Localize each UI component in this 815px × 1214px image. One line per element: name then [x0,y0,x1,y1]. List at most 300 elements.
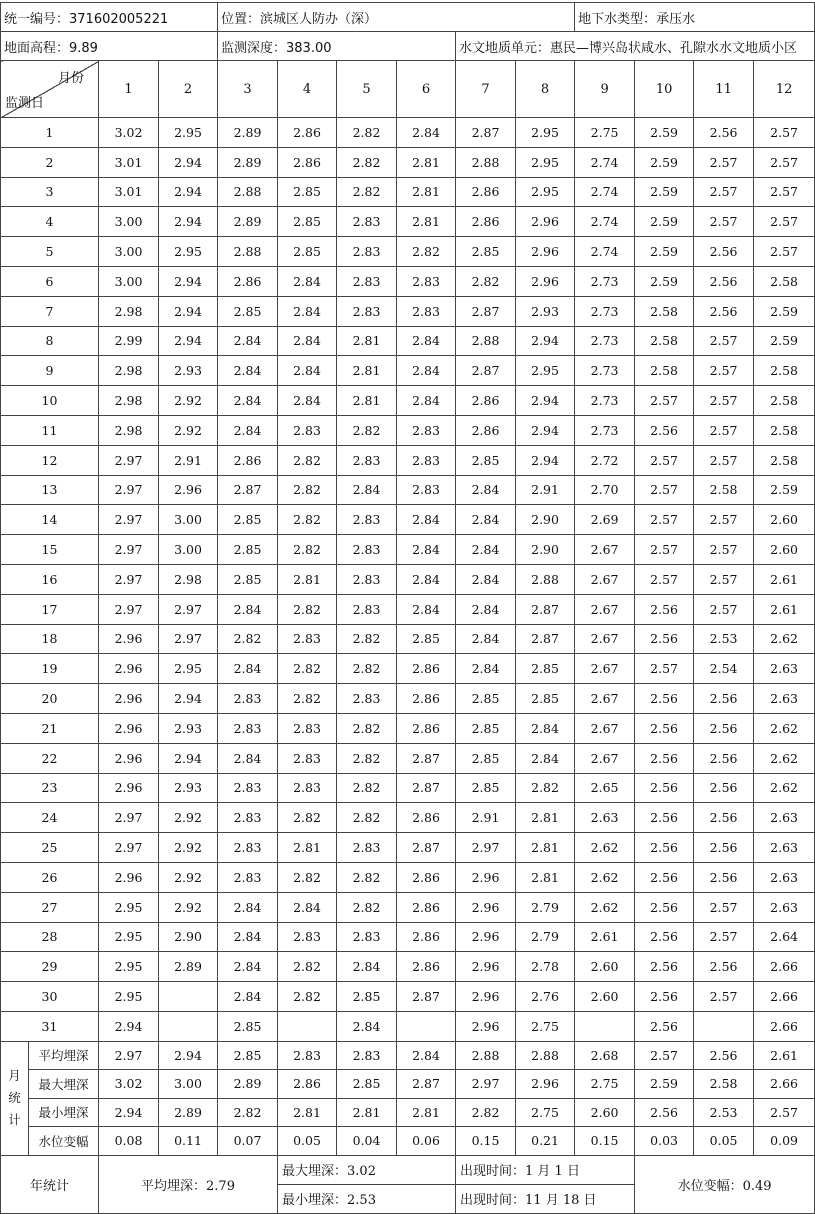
stat-cell: 3.00 [159,1070,218,1099]
annual-min-time: 出现时间：11 月 18 日 [456,1184,635,1213]
depth-cell: 2.87 [516,624,575,654]
depth-cell: 2.94 [516,445,575,475]
day-label: 13 [1,475,99,505]
depth-cell: 2.57 [635,654,694,684]
depth-cell: 2.57 [694,535,754,565]
depth-cell: 2.81 [397,207,456,237]
month-header: 12 [754,61,815,118]
depth-cell: 2.96 [99,743,159,773]
depth-cell: 2.82 [278,982,337,1012]
depth-cell: 2.94 [159,743,218,773]
depth-cell: 2.67 [575,743,635,773]
depth-cell: 2.56 [635,594,694,624]
depth-cell: 3.00 [99,207,159,237]
depth-cell: 2.57 [694,386,754,416]
stat-label: 平均埋深 [29,1041,99,1070]
depth-cell: 2.82 [278,862,337,892]
depth-cell: 2.83 [278,713,337,743]
depth-cell: 2.56 [635,922,694,952]
depth-cell: 2.85 [456,713,516,743]
depth-cell: 2.98 [159,564,218,594]
annual-label: 年统计 [1,1155,99,1213]
depth-cell: 2.62 [575,862,635,892]
depth-cell: 2.86 [456,177,516,207]
depth-cell: 2.90 [516,505,575,535]
hydro-unit: 水文地质单元：惠民—博兴岛状咸水、孔隙水水文地质小区 [456,32,815,61]
depth-cell: 2.59 [635,207,694,237]
depth-cell: 2.84 [337,1011,397,1041]
depth-cell: 2.56 [694,862,754,892]
stat-cell: 0.03 [635,1127,694,1156]
depth-cell: 2.83 [337,505,397,535]
depth-cell: 2.84 [337,475,397,505]
depth-cell: 2.57 [694,326,754,356]
depth-cell: 2.81 [337,386,397,416]
depth-cell: 2.84 [456,624,516,654]
depth-cell: 2.81 [397,147,456,177]
depth-cell: 2.84 [337,952,397,982]
depth-cell: 2.56 [694,118,754,148]
depth-cell: 2.76 [516,982,575,1012]
depth-cell: 3.00 [159,535,218,565]
stat-cell: 2.82 [456,1098,516,1127]
depth-cell: 2.57 [694,147,754,177]
depth-cell [575,1011,635,1041]
depth-cell: 2.57 [635,475,694,505]
depth-cell: 2.84 [218,386,278,416]
depth-cell: 2.57 [635,445,694,475]
day-row [1,296,815,326]
depth-cell: 2.63 [754,684,815,714]
depth-cell: 2.83 [337,833,397,863]
depth-cell: 2.83 [397,475,456,505]
stat-row [1,1127,815,1156]
depth-cell: 2.57 [694,564,754,594]
depth-cell: 2.61 [754,564,815,594]
depth-cell: 2.83 [337,266,397,296]
depth-cell [278,1011,337,1041]
depth-cell: 2.85 [218,535,278,565]
depth-cell: 2.84 [397,535,456,565]
stat-cell: 2.83 [337,1041,397,1070]
depth-cell: 2.82 [218,624,278,654]
depth-cell: 2.87 [516,594,575,624]
depth-cell: 2.86 [456,207,516,237]
stat-cell: 2.85 [337,1070,397,1099]
info-row-2 [1,32,815,61]
depth-cell: 2.57 [635,386,694,416]
depth-cell: 2.85 [516,654,575,684]
depth-cell: 2.84 [278,386,337,416]
depth-cell: 2.96 [516,237,575,267]
day-row [1,743,815,773]
month-header: 6 [397,61,456,118]
depth-cell: 2.98 [99,415,159,445]
depth-cell: 2.89 [159,952,218,982]
depth-cell: 2.99 [99,326,159,356]
depth-cell: 2.53 [694,624,754,654]
depth-cell: 2.56 [694,266,754,296]
depth-cell: 2.58 [754,356,815,386]
depth-cell: 2.59 [635,266,694,296]
day-row [1,207,815,237]
depth-cell: 3.00 [99,266,159,296]
depth-cell: 2.86 [397,713,456,743]
depth-cell: 2.83 [397,445,456,475]
depth-cell: 2.82 [337,624,397,654]
stat-cell: 2.60 [575,1098,635,1127]
depth-cell: 2.84 [456,564,516,594]
depth-cell: 2.84 [397,118,456,148]
stat-cell: 2.87 [397,1070,456,1099]
depth-cell: 2.57 [694,207,754,237]
depth-cell: 2.56 [635,415,694,445]
depth-cell: 2.96 [516,266,575,296]
depth-cell: 2.97 [159,624,218,654]
stat-cell: 2.56 [694,1041,754,1070]
depth-cell: 2.89 [218,118,278,148]
depth-cell: 2.67 [575,624,635,654]
depth-cell: 2.56 [635,624,694,654]
month-header: 3 [218,61,278,118]
groundwater-table [0,2,815,1214]
depth-cell: 2.82 [337,862,397,892]
day-label: 26 [1,862,99,892]
day-label: 20 [1,684,99,714]
day-row [1,1011,815,1041]
depth-cell: 2.84 [278,356,337,386]
depth-cell: 2.86 [397,922,456,952]
depth-cell: 2.82 [337,654,397,684]
depth-cell: 2.62 [754,743,815,773]
depth-cell: 2.81 [516,833,575,863]
depth-cell: 2.81 [278,564,337,594]
depth-cell: 2.64 [754,922,815,952]
depth-cell: 2.85 [456,237,516,267]
depth-cell: 2.82 [337,147,397,177]
depth-cell: 2.82 [337,743,397,773]
depth-cell: 2.83 [278,773,337,803]
depth-cell: 2.82 [278,594,337,624]
depth-cell: 2.82 [278,684,337,714]
day-label: 31 [1,1011,99,1041]
depth-cell: 2.94 [159,296,218,326]
depth-cell: 2.62 [754,624,815,654]
stat-cell: 2.86 [278,1070,337,1099]
depth-cell: 2.82 [278,475,337,505]
depth-cell: 2.97 [159,594,218,624]
depth-cell: 2.83 [337,594,397,624]
depth-cell: 2.85 [397,624,456,654]
depth-cell: 2.92 [159,803,218,833]
day-row [1,147,815,177]
depth-cell: 2.58 [694,475,754,505]
corner-month-label: 月份 [57,71,84,86]
depth-cell: 2.87 [397,743,456,773]
stat-cell: 2.61 [754,1041,815,1070]
depth-cell: 2.67 [575,654,635,684]
depth-cell: 2.82 [337,177,397,207]
depth-cell: 2.88 [456,326,516,356]
depth-cell: 2.97 [99,535,159,565]
stat-cell: 2.58 [694,1070,754,1099]
depth-cell: 2.84 [218,743,278,773]
depth-cell: 2.86 [278,147,337,177]
stat-cell: 2.68 [575,1041,635,1070]
depth-cell: 2.92 [159,833,218,863]
day-label: 14 [1,505,99,535]
depth-cell: 2.86 [456,415,516,445]
month-header: 10 [635,61,694,118]
depth-cell: 2.58 [635,356,694,386]
depth-cell: 2.94 [159,177,218,207]
depth-cell: 2.57 [754,207,815,237]
depth-cell: 2.56 [694,237,754,267]
day-label: 25 [1,833,99,863]
depth-cell: 2.83 [337,445,397,475]
depth-cell: 2.83 [218,862,278,892]
day-row [1,118,815,148]
day-label: 1 [1,118,99,148]
depth-cell: 2.95 [516,356,575,386]
depth-cell: 2.97 [99,833,159,863]
depth-cell: 2.94 [159,207,218,237]
depth-cell: 2.84 [456,654,516,684]
depth-cell: 2.97 [99,445,159,475]
depth-cell: 2.83 [218,713,278,743]
day-row [1,654,815,684]
depth-cell: 2.60 [575,952,635,982]
depth-cell: 2.56 [694,684,754,714]
depth-cell: 2.89 [218,147,278,177]
depth-cell: 2.85 [456,773,516,803]
depth-cell: 2.56 [635,713,694,743]
stat-cell: 0.21 [516,1127,575,1156]
stat-cell: 2.97 [456,1070,516,1099]
depth-cell: 2.81 [516,803,575,833]
depth-cell: 2.57 [754,177,815,207]
day-row [1,564,815,594]
depth-cell: 2.61 [754,594,815,624]
day-row [1,713,815,743]
depth-cell: 2.82 [456,266,516,296]
depth-cell: 2.57 [754,118,815,148]
day-label: 30 [1,982,99,1012]
depth-cell: 2.74 [575,207,635,237]
depth-cell: 2.59 [754,475,815,505]
depth-cell: 2.96 [159,475,218,505]
month-header: 9 [575,61,635,118]
stat-cell: 0.07 [218,1127,278,1156]
depth-cell: 2.57 [694,892,754,922]
depth-cell: 2.95 [516,177,575,207]
depth-cell: 2.73 [575,296,635,326]
depth-cell: 2.67 [575,713,635,743]
depth-cell: 2.56 [694,952,754,982]
depth-cell: 2.56 [635,892,694,922]
depth-cell: 3.00 [159,505,218,535]
depth-cell: 2.96 [456,892,516,922]
depth-cell: 2.62 [754,773,815,803]
depth-cell: 2.57 [754,147,815,177]
depth-cell: 2.82 [278,803,337,833]
stat-label: 最大埋深 [29,1070,99,1099]
depth-cell: 2.93 [159,356,218,386]
depth-cell: 2.56 [694,743,754,773]
day-label: 19 [1,654,99,684]
depth-cell: 2.57 [694,177,754,207]
stat-cell: 2.59 [635,1070,694,1099]
depth-cell: 2.84 [218,922,278,952]
depth-cell: 2.82 [337,803,397,833]
depth-cell: 2.67 [575,684,635,714]
depth-cell: 2.66 [754,1011,815,1041]
depth-cell: 2.81 [516,862,575,892]
depth-cell: 2.94 [99,1011,159,1041]
depth-cell: 2.95 [159,654,218,684]
day-row [1,594,815,624]
depth-cell: 2.90 [159,922,218,952]
stat-cell: 2.89 [218,1070,278,1099]
depth-cell: 2.69 [575,505,635,535]
depth-cell: 2.91 [456,803,516,833]
depth-cell: 2.94 [159,266,218,296]
depth-cell: 2.82 [397,237,456,267]
depth-cell: 3.01 [99,177,159,207]
day-row [1,535,815,565]
depth-cell: 2.97 [99,564,159,594]
day-label: 9 [1,356,99,386]
day-label: 12 [1,445,99,475]
ground-elevation: 地面高程：9.89 [1,32,218,61]
depth-cell: 2.83 [218,684,278,714]
day-label: 27 [1,892,99,922]
depth-cell: 2.92 [159,862,218,892]
depth-cell: 2.85 [218,564,278,594]
stat-cell: 2.66 [754,1070,815,1099]
depth-cell: 2.85 [278,207,337,237]
location: 位置：滨城区人防办（深） [218,3,575,32]
depth-cell: 2.84 [218,326,278,356]
depth-cell: 2.56 [635,773,694,803]
depth-cell: 2.60 [754,505,815,535]
depth-cell: 2.83 [337,684,397,714]
stat-cell: 2.94 [99,1098,159,1127]
depth-cell: 2.84 [218,892,278,922]
depth-cell: 2.88 [516,564,575,594]
depth-cell: 2.67 [575,564,635,594]
day-row [1,356,815,386]
depth-cell: 2.97 [456,833,516,863]
day-label: 8 [1,326,99,356]
stat-label: 最小埋深 [29,1098,99,1127]
depth-cell: 2.58 [635,326,694,356]
depth-cell: 2.85 [456,684,516,714]
day-label: 29 [1,952,99,982]
depth-cell: 2.93 [159,713,218,743]
depth-cell: 2.96 [456,862,516,892]
depth-cell: 2.82 [278,535,337,565]
month-header: 8 [516,61,575,118]
stat-cell: 2.57 [635,1041,694,1070]
day-row [1,803,815,833]
depth-cell: 2.98 [99,356,159,386]
depth-cell: 2.86 [397,952,456,982]
depth-cell: 2.56 [635,862,694,892]
depth-cell: 2.96 [99,654,159,684]
depth-cell: 2.86 [397,684,456,714]
depth-cell: 2.96 [456,952,516,982]
month-header: 11 [694,61,754,118]
day-row [1,386,815,416]
depth-cell: 2.94 [516,386,575,416]
stat-cell: 2.97 [99,1041,159,1070]
depth-cell: 2.73 [575,356,635,386]
depth-cell: 2.57 [694,356,754,386]
depth-cell: 2.84 [397,326,456,356]
stat-label: 水位变幅 [29,1127,99,1156]
depth-cell: 2.59 [635,237,694,267]
month-header: 1 [99,61,159,118]
depth-cell: 2.56 [635,803,694,833]
depth-cell: 2.92 [159,415,218,445]
depth-cell: 2.83 [397,415,456,445]
annual-row-1 [1,1155,815,1184]
month-header: 4 [278,61,337,118]
depth-cell: 2.84 [278,296,337,326]
depth-cell: 2.83 [278,624,337,654]
depth-cell: 2.82 [278,654,337,684]
depth-cell: 2.56 [635,952,694,982]
depth-cell: 2.81 [337,326,397,356]
depth-cell: 2.54 [694,654,754,684]
depth-cell: 2.95 [159,237,218,267]
depth-cell: 2.91 [159,445,218,475]
depth-cell: 2.73 [575,415,635,445]
depth-cell: 2.57 [694,982,754,1012]
stat-row [1,1041,815,1070]
depth-cell [694,1011,754,1041]
depth-cell: 2.59 [754,326,815,356]
day-label: 23 [1,773,99,803]
depth-cell: 2.84 [278,266,337,296]
depth-cell: 2.83 [278,743,337,773]
day-label: 17 [1,594,99,624]
stat-cell: 2.81 [397,1098,456,1127]
depth-cell: 2.63 [754,892,815,922]
annual-max: 最大埋深：3.02 [278,1155,456,1184]
day-row [1,475,815,505]
info-row-1 [1,3,815,32]
day-label: 15 [1,535,99,565]
depth-cell: 2.59 [635,177,694,207]
depth-cell: 2.84 [278,892,337,922]
depth-cell: 2.85 [337,982,397,1012]
depth-cell: 2.84 [456,535,516,565]
depth-cell: 2.83 [397,266,456,296]
depth-cell: 2.83 [278,922,337,952]
depth-cell: 2.93 [516,296,575,326]
stat-cell: 0.08 [99,1127,159,1156]
depth-cell: 2.74 [575,177,635,207]
month-header-row [1,61,815,118]
stat-cell: 2.94 [159,1041,218,1070]
depth-cell: 2.82 [516,773,575,803]
stat-cell: 2.89 [159,1098,218,1127]
depth-cell: 2.84 [218,952,278,982]
depth-cell: 2.86 [397,803,456,833]
monthly-stat-label: 月 统 计 [1,1041,29,1155]
